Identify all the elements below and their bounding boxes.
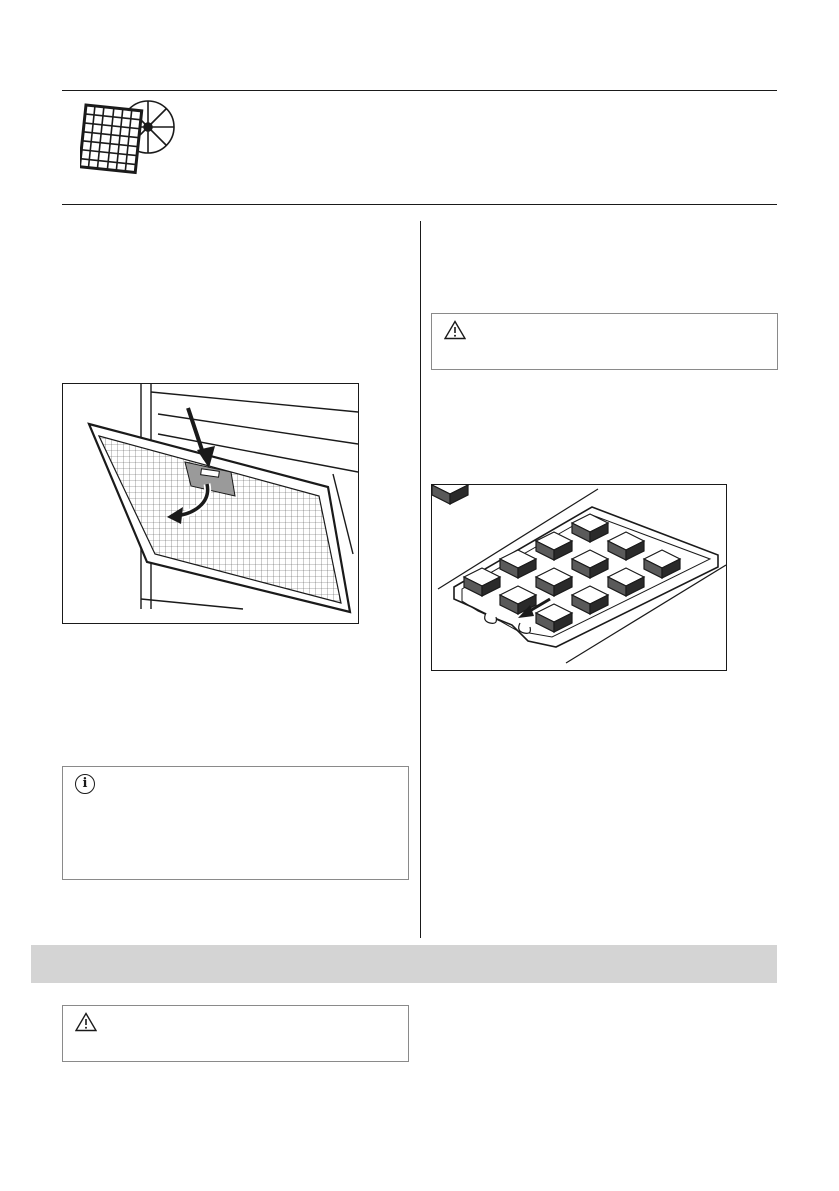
- info-note: [62, 766, 409, 880]
- warning-triangle-icon: [75, 1012, 97, 1032]
- header-top-rule: [62, 90, 777, 91]
- carbon-filter-figure: [431, 484, 727, 671]
- column-divider: [420, 221, 421, 938]
- warning-note: [431, 313, 778, 370]
- warning-triangle-icon: [444, 320, 466, 340]
- info-icon: i: [75, 774, 95, 794]
- section-heading-bar: [31, 945, 777, 983]
- header-bottom-rule: [62, 204, 777, 205]
- grease-filter-figure: [62, 383, 359, 624]
- filter-icon: [80, 97, 176, 177]
- section-warning-note: [62, 1005, 409, 1062]
